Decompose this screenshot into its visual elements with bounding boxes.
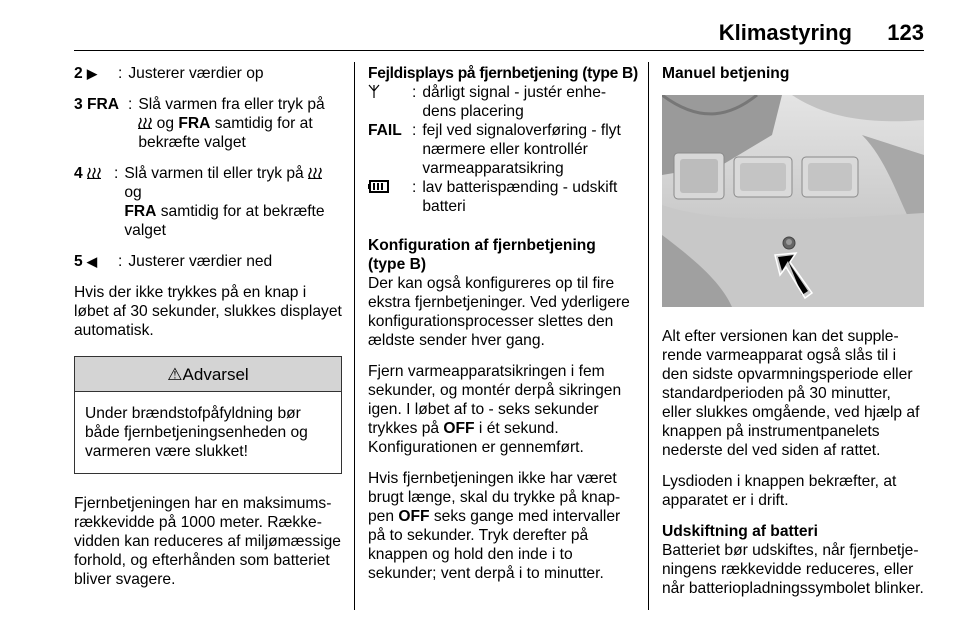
battery-icon (368, 178, 408, 199)
header-rule (74, 50, 924, 51)
item-key: 3 FRA (74, 96, 120, 113)
heater-icon (308, 167, 322, 179)
paragraph: Batteriet bør udskiftes, når fjernbetjeningens rækkevidde reduceres, eller når batteriopladningssymbolet blinker. (662, 542, 924, 597)
definition-item-4: 4 : Slå varmen til eller tryk på og FRA samtidig for at bekræfte valget (74, 165, 325, 239)
warning-icon: ⚠ (167, 365, 183, 384)
column-divider-1 (354, 62, 355, 610)
item-key: 5 ◀ (74, 253, 98, 270)
paragraph: Hvis der ikke trykkes på en knap i løbet af 30 sekunder, slukkes displayet automatisk. (74, 284, 342, 339)
section-heading: Manuel betjening (662, 65, 790, 82)
paragraph: Alt efter versionen kan det supplerende varmeapparat også slås til i den sidste opvarmningsperiode eller standardperioden på 30 minutter, eller slukkes omgående, ved hjælp af knappen på instrumentpanelets nederste del ved siden af rattet. (662, 328, 920, 459)
warning-box (74, 356, 342, 474)
item-key: FAIL (368, 122, 402, 139)
heater-icon (138, 117, 152, 129)
definition-item-3: 3 FRA : Slå varmen fra eller tryk på og FRA samtidig for at bekræfte valget (74, 96, 325, 151)
warning-header (75, 357, 341, 392)
page-number: 123 (887, 20, 924, 45)
section-heading: Konfiguration af fjernbetjening (type B) (368, 237, 596, 273)
paragraph: Der kan også konfigureres op til fire ekstra fjernbetjeninger. Ved yderligere konfigurationsprocesser slettes den ældste sender hver gang. (368, 275, 630, 349)
item-key: 4 (74, 164, 110, 183)
section-heading: Udskiftning af batteri (662, 523, 818, 540)
paragraph: Lysdioden i knappen bekræfter, at apparatet er i drift. (662, 473, 897, 509)
warning-text: Under brændstofpåfyldning bør både fjernbetjeningsenheden og varmeren være slukket! (85, 405, 308, 460)
arrow-right-icon: ▶ (87, 66, 98, 81)
paragraph: Fjernbetjeningen har en maksimumsrækkevidde på 1000 meter. Rækkevidden kan reduceres af miljømæssige forhold, og efterhånden som batteriet bliver svagere. (74, 495, 341, 588)
item-key: 2 ▶ (74, 65, 98, 82)
paragraph: Hvis fjernbetjeningen ikke har været brugt længe, skal du trykke på knappen OFF seks gange med intervaller på to sekunder. Tryk derefter på knappen og hold den inde i to sekunder; vent derpå i to minutter. (368, 470, 621, 582)
error-item-battery: : lav batterispænding - udskift batteri (368, 178, 634, 216)
paragraph: Fjern varmeapparatsikringen i fem sekunder, og montér derpå sikringen igen. I løbet af to - seks sekunder trykkes på OFF i ét sekund. Konfigurationen er gennemført. (368, 363, 622, 456)
definition-item-5: 5 ◀ : Justerer værdier ned (74, 253, 273, 270)
column-1 (74, 64, 342, 589)
column-3 (662, 64, 924, 598)
column-divider-2 (648, 62, 649, 610)
heater-icon (87, 167, 101, 179)
section-heading: Fejldisplays på fjernbetjening (type B) (368, 65, 638, 82)
column-2 (368, 64, 638, 583)
antenna-icon (368, 83, 408, 104)
definition-item-2: 2 ▶ : Justerer værdier op (74, 65, 264, 82)
error-item-signal: : dårligt signal - justér enhedens placering (368, 83, 634, 121)
error-item-fail: FAIL : fejl ved signaloverføring - flyt nærmere eller kontrollér varmeapparatsikring (368, 122, 621, 177)
arrow-left-icon: ◀ (87, 254, 98, 269)
instrument-panel-photo (662, 95, 924, 307)
page-title: Klimastyring (718, 20, 852, 45)
warning-title: Advarsel (182, 365, 249, 384)
